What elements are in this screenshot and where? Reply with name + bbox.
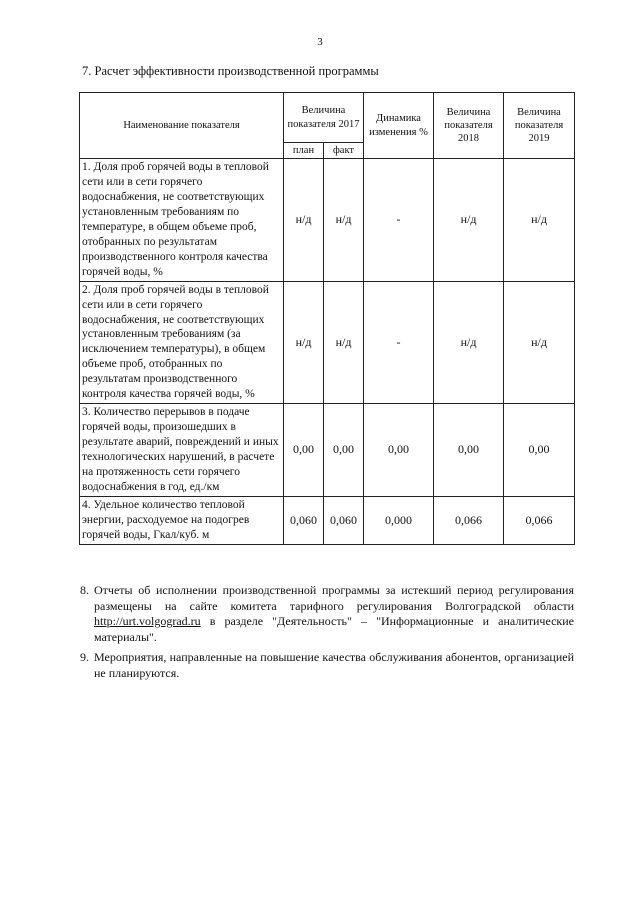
cell-2018: 0,066 bbox=[434, 496, 504, 544]
header-value-2019: Величина показателя 2019 bbox=[504, 93, 575, 159]
table-row bbox=[80, 159, 575, 282]
header-indicator-name: Наименование показателя bbox=[80, 93, 284, 159]
note-text bbox=[94, 583, 574, 645]
row-name: 4. Удельное количество тепловой энергии, расходуемое на подогрев горячей воды, Гкал/куб. м bbox=[80, 496, 284, 544]
cell-2018: 0,00 bbox=[434, 404, 504, 497]
header-fact: факт bbox=[324, 143, 364, 159]
note-text-after: в разделе "Деятельность" – "Информационные и аналитические материалы". bbox=[94, 614, 574, 644]
cell-plan: н/д bbox=[284, 281, 324, 404]
notes-list bbox=[80, 583, 574, 687]
table-row bbox=[80, 281, 575, 404]
cell-fact: 0,00 bbox=[324, 404, 364, 497]
header-plan: план bbox=[284, 143, 324, 159]
cell-plan: 0,060 bbox=[284, 496, 324, 544]
section-title: 7. Расчет эффективности производственной программы bbox=[82, 64, 379, 78]
cell-2019: н/д bbox=[504, 281, 575, 404]
note-8 bbox=[80, 583, 574, 645]
cell-dynamics: 0,00 bbox=[364, 404, 434, 497]
cell-2018: н/д bbox=[434, 281, 504, 404]
cell-2018: н/д bbox=[434, 159, 504, 282]
header-value-2017: Величина показателя 2017 bbox=[284, 93, 364, 143]
header-value-2018: Величина показателя 2018 bbox=[434, 93, 504, 159]
cell-plan: 0,00 bbox=[284, 404, 324, 497]
cell-2019: 0,066 bbox=[504, 496, 575, 544]
row-name: 2. Доля проб горячей воды в тепловой сети или в сети горячего водоснабжения, не соответствующих установленным требованиям (за исключением температуры), в общем объеме проб, отобранных по результатам производственного контроля качества горячей воды, % bbox=[80, 281, 284, 404]
header-dynamics: Динамика изменения % bbox=[364, 93, 434, 159]
note-text: Мероприятия, направленные на повышение качества обслуживания абонентов, организацией не планируются. bbox=[94, 650, 574, 680]
cell-plan: н/д bbox=[284, 159, 324, 282]
cell-dynamics: 0,000 bbox=[364, 496, 434, 544]
row-name: 3. Количество перерывов в подаче горячей воды, произошедших в результате аварий, повреждений и иных технологических нарушений, в расчете на протяженность сети горячего водоснабжения в год, ед./км bbox=[80, 404, 284, 497]
table-row bbox=[80, 404, 575, 497]
table-row bbox=[80, 496, 575, 544]
note-9 bbox=[80, 650, 574, 681]
page-number: 3 bbox=[317, 36, 323, 48]
cell-2019: 0,00 bbox=[504, 404, 575, 497]
note-text-before: Отчеты об исполнении производственной программы за истекший период регулирования размещены на сайте комитета тарифного регулирования Волгоградской области bbox=[94, 583, 574, 613]
cell-fact: н/д bbox=[324, 281, 364, 404]
cell-dynamics: - bbox=[364, 281, 434, 404]
cell-fact: н/д bbox=[324, 159, 364, 282]
website-link[interactable]: http://urt.volgograd.ru bbox=[94, 614, 201, 629]
note-number: 9. bbox=[80, 650, 89, 665]
efficiency-table bbox=[79, 92, 575, 545]
row-name: 1. Доля проб горячей воды в тепловой сети или в сети горячего водоснабжения, не соответствующих установленным требованиям по температуре, в общем объеме проб, отобранных по результатам производственного контроля качества горячей воды, % bbox=[80, 159, 284, 282]
note-number: 8. bbox=[80, 583, 89, 597]
cell-fact: 0,060 bbox=[324, 496, 364, 544]
cell-2019: н/д bbox=[504, 159, 575, 282]
cell-dynamics: - bbox=[364, 159, 434, 282]
